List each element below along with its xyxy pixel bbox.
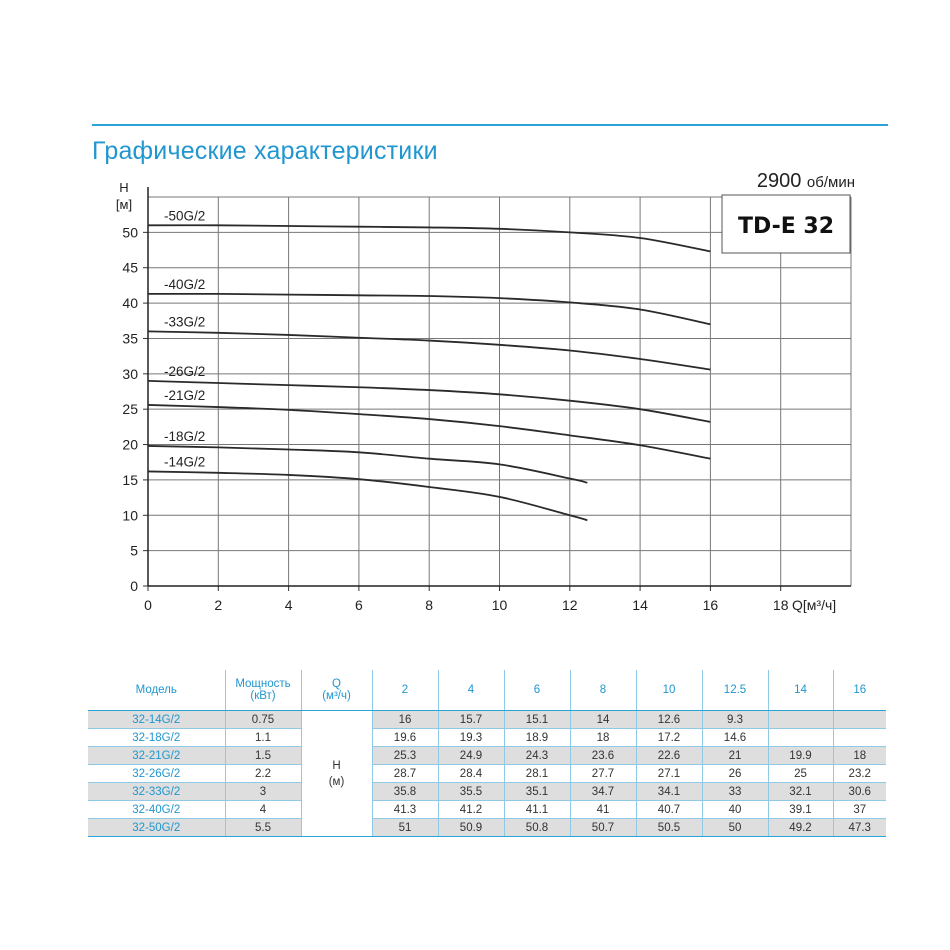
model-cell: 32-14G/2 (88, 711, 225, 729)
head-value-cell: 32.1 (768, 783, 833, 801)
head-value-cell: 27.7 (570, 765, 636, 783)
head-value-cell: 28.1 (504, 765, 570, 783)
y-tick-label: 45 (122, 259, 138, 276)
head-value-cell: 14.6 (702, 729, 768, 747)
head-value-cell: 33 (702, 783, 768, 801)
y-tick-label: 15 (122, 471, 138, 488)
head-value-cell: 16 (372, 711, 438, 729)
head-value-cell: 41.3 (372, 801, 438, 819)
head-value-cell: 24.3 (504, 747, 570, 765)
head-value-cell: 12.6 (636, 711, 702, 729)
head-value-cell: 50.7 (570, 819, 636, 837)
y-axis-title-h: H (119, 180, 129, 195)
head-value-cell (833, 711, 886, 729)
series-label: -21G/2 (164, 387, 206, 403)
head-value-cell: 15.7 (438, 711, 504, 729)
series-label: -50G/2 (164, 208, 206, 224)
head-value-cell: 35.5 (438, 783, 504, 801)
head-value-cell: 25 (768, 765, 833, 783)
head-value-cell: 21 (702, 747, 768, 765)
head-value-cell: 34.7 (570, 783, 636, 801)
header-q-line2: (м³/ч) (322, 690, 351, 702)
head-value-cell: 22.6 (636, 747, 702, 765)
header-flow: 4 (438, 670, 504, 711)
model-cell: 32-40G/2 (88, 801, 225, 819)
page-title: Графические характеристики (92, 137, 438, 165)
table-row (88, 747, 886, 765)
head-value-cell: 15.1 (504, 711, 570, 729)
x-tick-label: 8 (425, 597, 434, 613)
x-tick-label: 0 (144, 597, 152, 613)
head-value-cell: 17.2 (636, 729, 702, 747)
table-header-row (88, 670, 886, 711)
model-badge: TD-E 32 (737, 214, 835, 239)
head-value-cell: 24.9 (438, 747, 504, 765)
x-tick-label: 10 (491, 597, 508, 613)
header-power-line2: (кВт) (250, 690, 276, 702)
rpm-value: 2900 (756, 170, 802, 192)
header-q-line1: Q (332, 678, 341, 690)
table-row (88, 801, 886, 819)
y-tick-label: 40 (122, 295, 138, 312)
head-value-cell: 19.6 (372, 729, 438, 747)
series-label: -40G/2 (164, 276, 206, 292)
power-cell: 1.5 (225, 747, 301, 765)
power-cell: 2.2 (225, 765, 301, 783)
head-value-cell (768, 711, 833, 729)
table-row (88, 765, 886, 783)
head-value-cell: 19.9 (768, 747, 833, 765)
y-tick-label: 50 (122, 224, 138, 241)
header-flow: 14 (768, 670, 833, 711)
head-value-cell: 50.9 (438, 819, 504, 837)
head-value-cell: 47.3 (833, 819, 886, 837)
head-value-cell: 34.1 (636, 783, 702, 801)
power-cell: 5.5 (225, 819, 301, 837)
x-tick-label: 2 (214, 597, 223, 613)
model-cell: 32-26G/2 (88, 765, 225, 783)
head-value-cell: 39.1 (768, 801, 833, 819)
series-label: -18G/2 (164, 428, 206, 444)
head-value-cell: 35.1 (504, 783, 570, 801)
head-value-cell: 40 (702, 801, 768, 819)
header-flow: 16 (833, 670, 886, 711)
head-value-cell (768, 729, 833, 747)
head-value-cell: 30.6 (833, 783, 886, 801)
y-tick-label: 0 (130, 578, 138, 594)
head-value-cell: 49.2 (768, 819, 833, 837)
head-value-cell: 50.5 (636, 819, 702, 837)
head-value-cell: 37 (833, 801, 886, 819)
head-value-cell: 28.4 (438, 765, 504, 783)
header-flow: 2 (372, 670, 438, 711)
head-value-cell: 19.3 (438, 729, 504, 747)
h-unit-cell (301, 711, 372, 837)
header-q (301, 670, 372, 711)
head-value-cell: 18.9 (504, 729, 570, 747)
data-table (88, 670, 886, 837)
power-cell: 0.75 (225, 711, 301, 729)
head-value-cell: 40.7 (636, 801, 702, 819)
head-value-cell: 25.3 (372, 747, 438, 765)
series-label: -26G/2 (164, 363, 206, 379)
header-flow: 10 (636, 670, 702, 711)
header-power-line1: Мощность (235, 678, 291, 690)
series-line (148, 471, 587, 520)
head-value-cell: 41.2 (438, 801, 504, 819)
head-value-cell: 50 (702, 819, 768, 837)
y-tick-label: 30 (122, 365, 138, 382)
series-label: -14G/2 (164, 454, 206, 470)
head-value-cell: 23.6 (570, 747, 636, 765)
header-power (225, 670, 301, 711)
series-label: -33G/2 (164, 314, 206, 330)
x-tick-label: 6 (355, 597, 363, 613)
x-tick-label: 18 (772, 597, 789, 613)
h-unit-line1: H (332, 759, 341, 772)
h-unit-line2: (м) (328, 775, 345, 788)
x-tick-label: 14 (632, 597, 648, 613)
head-value-cell: 28.7 (372, 765, 438, 783)
y-tick-label: 35 (122, 330, 138, 347)
head-value-cell: 14 (570, 711, 636, 729)
head-value-cell: 9.3 (702, 711, 768, 729)
y-tick-label: 10 (122, 507, 138, 524)
head-value-cell: 26 (702, 765, 768, 783)
power-cell: 1.1 (225, 729, 301, 747)
power-cell: 3 (225, 783, 301, 801)
model-cell: 32-21G/2 (88, 747, 225, 765)
x-axis-title: Q[м³/ч] (792, 597, 837, 613)
x-tick-label: 12 (562, 597, 578, 613)
head-value-cell: 41 (570, 801, 636, 819)
y-axis-title-unit: [м] (115, 197, 133, 212)
x-tick-label: 16 (702, 597, 719, 613)
power-cell: 4 (225, 801, 301, 819)
series-line (148, 446, 587, 483)
head-value-cell: 18 (570, 729, 636, 747)
head-value-cell: 41.1 (504, 801, 570, 819)
header-flow: 8 (570, 670, 636, 711)
head-value-cell: 27.1 (636, 765, 702, 783)
model-cell: 32-50G/2 (88, 819, 225, 837)
header-flow: 12.5 (702, 670, 768, 711)
table-row (88, 783, 886, 801)
chart-grid (148, 197, 851, 586)
head-value-cell: 35.8 (372, 783, 438, 801)
head-value-cell: 18 (833, 747, 886, 765)
rpm-unit: об/мин (806, 174, 855, 191)
model-cell: 32-33G/2 (88, 783, 225, 801)
header-model: Модель (88, 670, 225, 711)
head-value-cell (833, 729, 886, 747)
head-value-cell: 50.8 (504, 819, 570, 837)
y-tick-label: 20 (122, 436, 138, 453)
model-cell: 32-18G/2 (88, 729, 225, 747)
table-row (88, 819, 886, 837)
table-row (88, 711, 886, 729)
header-flow: 6 (504, 670, 570, 711)
head-value-cell: 23.2 (833, 765, 886, 783)
table-row (88, 729, 886, 747)
y-tick-label: 25 (122, 401, 138, 418)
y-tick-label: 5 (130, 542, 138, 559)
head-value-cell: 51 (372, 819, 438, 837)
x-tick-label: 4 (284, 597, 293, 613)
